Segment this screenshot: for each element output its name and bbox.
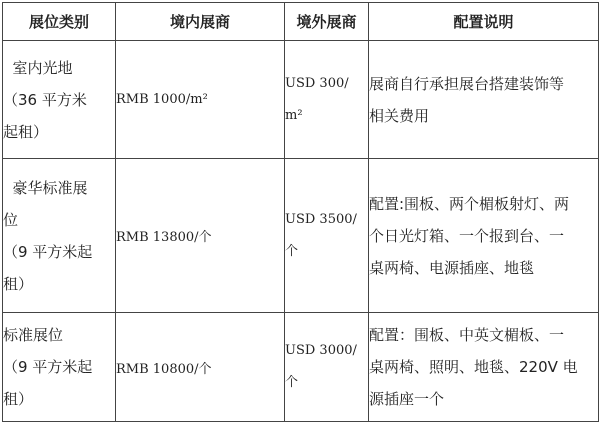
domestic-price-cell: [116, 41, 285, 159]
overseas-price: USD 3500/ 个: [285, 211, 357, 259]
overseas-price: USD 3000/ 个: [285, 343, 357, 390]
header-overseas-exhibitor: 境外展商: [285, 3, 369, 41]
domestic-price: RMB 1000/m²: [116, 92, 208, 107]
header-domestic-exhibitor: 境内展商: [116, 3, 285, 41]
domestic-price-cell: [116, 159, 285, 313]
table-row: [3, 159, 599, 313]
table-row: [3, 313, 599, 422]
table-header-row: [3, 3, 599, 41]
config-notes-cell: [369, 159, 599, 313]
config-notes: 展商自行承担展台搭建装饰等 相关费用: [369, 74, 565, 125]
config-notes: 配置:围板、两个楣板射灯、两 个日光灯箱、一个报到台、一 桌两椅、电源插座、地毯: [369, 194, 570, 277]
table-row: [3, 41, 599, 159]
overseas-price-cell: [285, 313, 369, 422]
overseas-price-cell: [285, 41, 369, 159]
category-text: 标准展位 （9 平方米起 租）: [3, 326, 93, 408]
category-text: 豪华标准展 位 （9 平方米起 租）: [3, 178, 93, 293]
header-booth-category: 展位类别: [3, 3, 116, 41]
domestic-price: RMB 10800/个: [116, 361, 212, 377]
overseas-price-cell: [285, 159, 369, 313]
booth-pricing-table: [2, 2, 599, 422]
config-notes-cell: [369, 313, 599, 422]
config-notes-cell: [369, 41, 599, 159]
config-notes: 配置：围板、中英文楣板、一 桌两椅、照明、地毯、220V 电 源插座一个: [369, 326, 578, 408]
category-text: 室内光地 （36 平方米 起租）: [3, 58, 87, 141]
header-configuration-notes: 配置说明: [369, 3, 599, 41]
overseas-price: USD 300/ m²: [285, 75, 349, 123]
domestic-price: RMB 13800/个: [116, 230, 212, 245]
category-cell: [3, 313, 116, 422]
domestic-price-cell: [116, 313, 285, 422]
category-cell: [3, 41, 116, 159]
category-cell: [3, 159, 116, 313]
